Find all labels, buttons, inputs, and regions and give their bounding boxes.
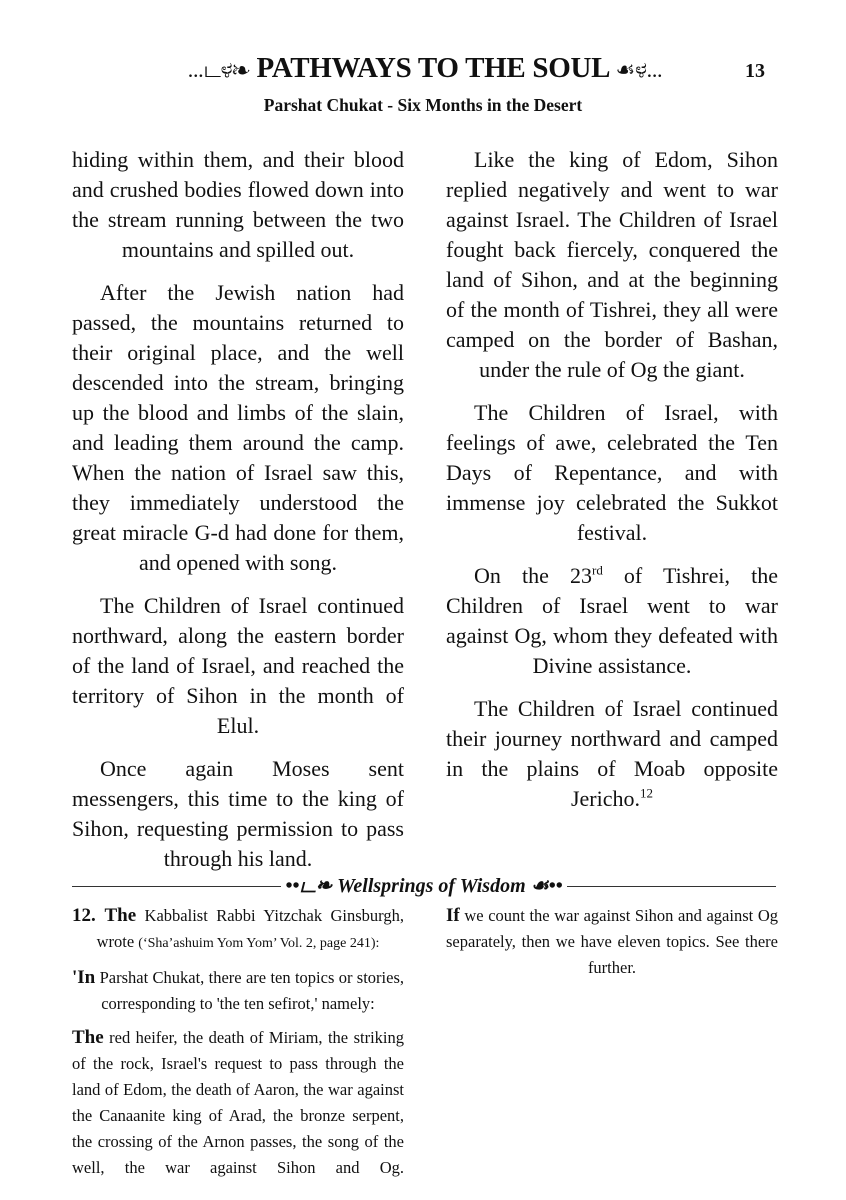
book-title <box>130 52 720 86</box>
footnote-right-column <box>446 903 778 989</box>
ornament-left-icon: ...டಳ❧ <box>187 57 250 82</box>
paragraph: After the Jewish nation had passed, the mountains returned to their original place, and the well descended into the stream, bringing up the blood and limbs of the slain, and leading them around the camp. When the nation of Israel saw this, they immediately understood the great miracle G-d had done for them, and opened with song. <box>72 280 404 575</box>
footnote-lead: The <box>72 1027 104 1048</box>
text: The Children of Israel continued their journey northward and camped in the plains of Moab opposite Jericho. <box>446 696 778 811</box>
book-title-text: PATHWAYS TO THE SOUL <box>256 52 609 84</box>
source-citation: (‘Sha’ashuim Yom Yom’ Vol. 2, page 241): <box>138 936 380 951</box>
running-header <box>0 52 846 92</box>
footnote-lead: If <box>446 905 460 926</box>
ornament-right-icon: ☙ಳ... <box>615 57 663 82</box>
divider-title: Wellsprings of Wisdom <box>337 875 526 897</box>
page-number: 13 <box>745 60 765 82</box>
footnote-paragraph <box>446 903 778 981</box>
footnote-lead: 'In <box>72 967 96 988</box>
footnote-lead: 12. The <box>72 905 137 926</box>
footnote-left-column <box>72 903 404 1189</box>
text: we count the war against Sihon and against Og separately, then we have eleven topics. See there further. <box>446 906 778 977</box>
text: Kabbalist Rabbi Yitzchak Ginsburgh, wrote <box>96 906 404 951</box>
footnote-paragraph <box>72 903 404 957</box>
paragraph <box>446 694 778 814</box>
ornament-left-icon: ••ட❧ <box>285 875 333 897</box>
chapter-subtitle: Parshat Chukat - Six Months in the Desert <box>263 95 583 115</box>
text: Parshat Chukat, there are ten topics or stories, corresponding to 'the ten sefirot,' namely: <box>95 968 404 1013</box>
paragraph: The Children of Israel continued northward, along the eastern border of the land of Israel, and reached the territory of Sihon in the month of Elul. <box>72 593 404 738</box>
ornament-right-icon: ☙•• <box>530 875 563 897</box>
footnote-divider <box>72 876 776 896</box>
ordinal-suffix: rd <box>591 562 603 578</box>
footnote-paragraph <box>72 965 404 1017</box>
paragraph: Once again Moses sent messengers, this time to the king of Sihon, requesting permission to pass through his land. <box>72 756 404 871</box>
paragraph: The Children of Israel, with feelings of awe, celebrated the Ten Days of Repentance, and with immense joy celebrated the Sukkot festival. <box>446 400 778 545</box>
paragraph: Like the king of Edom, Sihon replied negatively and went to war against Israel. The Children of Israel fought back fiercely, conquered the land of Sihon, and at the beginning of the month of Tishrei, they all were camped on the border of Bashan, under the rule of Og the giant. <box>446 147 778 382</box>
footnote-paragraph <box>72 1025 404 1181</box>
right-column <box>446 145 778 827</box>
paragraph: hiding within them, and their blood and crushed bodies flowed down into the stream running between the two mountains and spilled out. <box>72 147 404 262</box>
paragraph <box>446 561 778 681</box>
left-column <box>72 145 404 887</box>
text: red heifer, the death of Miriam, the striking of the rock, Israel's request to pass through the land of Edom, the death of Aaron, the war against the Canaanite king of Arad, the bronze serpent, the crossing of the Arnon passes, the song of the well, the war against Sihon and Og. <box>72 1028 404 1177</box>
footnote-reference[interactable]: 12 <box>640 785 654 801</box>
divider-label <box>72 873 776 900</box>
text: of Tishrei, the Children of Israel went to war against Og, whom they defeated with Divine assistance. <box>446 563 778 678</box>
text: On the 23 <box>474 563 592 588</box>
